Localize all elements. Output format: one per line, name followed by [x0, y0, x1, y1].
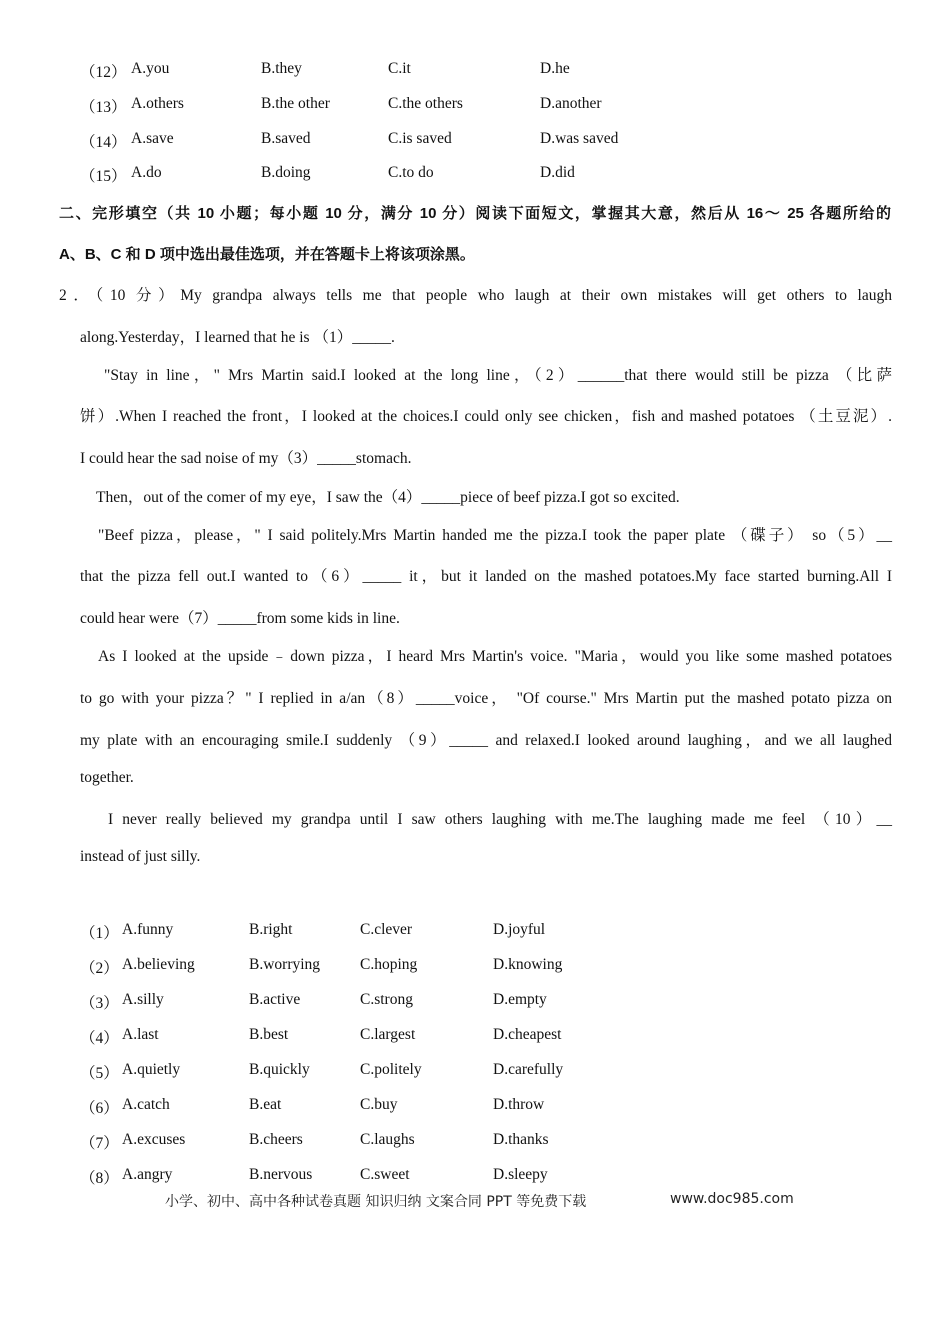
passage-line: I never really believed my grandpa until I saw others laughing with me.The laughing made me feel （10）__ — [108, 811, 892, 828]
option-a: A.angry — [122, 1166, 173, 1183]
option-d: D.another — [540, 95, 602, 112]
option-row — [0, 1026, 950, 1050]
option-c: C.buy — [360, 1096, 398, 1113]
option-number: （4） — [80, 1030, 119, 1047]
option-d: D.throw — [493, 1096, 545, 1113]
section-heading-line-2: A、B、C 和 D 项中选出最佳选项，并在答题卡上将该项涂黑。 — [59, 246, 475, 263]
option-c: C.it — [388, 60, 411, 77]
option-a: A.excuses — [122, 1131, 186, 1148]
option-d: D.did — [540, 164, 575, 181]
option-row — [0, 60, 950, 84]
option-row — [0, 991, 950, 1015]
option-number: （7） — [80, 1135, 119, 1152]
option-d: D.carefully — [493, 1061, 564, 1078]
option-c: C.hoping — [360, 956, 418, 973]
option-a: A.quietly — [122, 1061, 181, 1078]
option-b: B.best — [249, 1026, 289, 1043]
option-number: （2） — [80, 960, 119, 977]
section-heading-line-1: 二、完形填空（共 10 小题；每小题 10 分，满分 10 分）阅读下面短文，掌握其大意，然后从 16～ 25 各题所给的 — [59, 205, 891, 222]
option-b: B.they — [261, 60, 302, 77]
option-row — [0, 921, 950, 945]
option-c: C.clever — [360, 921, 413, 938]
option-d: D.sleepy — [493, 1166, 548, 1183]
option-row — [0, 1131, 950, 1155]
option-b: B.quickly — [249, 1061, 310, 1078]
passage-line: Then，out of the comer of my eye，I saw the（4）_____piece of beef pizza.I got so excited. — [96, 489, 680, 506]
option-b: B.eat — [249, 1096, 282, 1113]
passage-line: that the pizza fell out.I wanted to（6）_____ it，but it landed on the mashed potatoes.My face started burning.All I — [80, 568, 892, 585]
option-c: C.the others — [388, 95, 463, 112]
passage-line: As I looked at the upside﹣down pizza，I heard Mrs Martin's voice. "Maria，would you like some mashed potatoes — [98, 648, 892, 665]
passage-line: together. — [80, 769, 134, 786]
option-c: C.to do — [388, 164, 434, 181]
option-row — [0, 1166, 950, 1190]
option-row — [0, 130, 950, 154]
option-c: C.strong — [360, 991, 413, 1008]
option-b: B.saved — [261, 130, 311, 147]
passage-line: could hear were（7）_____from some kids in line. — [80, 610, 400, 627]
option-a: A.you — [131, 60, 170, 77]
option-row — [0, 1061, 950, 1085]
option-c: C.laughs — [360, 1131, 415, 1148]
passage-line: to go with your pizza？" I replied in a/an（8）_____voice， "Of course." Mrs Martin put the mashed potato pizza on — [80, 690, 892, 707]
option-b: B.worrying — [249, 956, 321, 973]
option-number: （6） — [80, 1100, 119, 1117]
passage-line: I could hear the sad noise of my（3）_____stomach. — [80, 450, 412, 467]
option-d: D.knowing — [493, 956, 563, 973]
footer-text: 小学、初中、高中各种试卷真题 知识归纳 文案合同 PPT 等免费下载 — [165, 1194, 587, 1210]
option-c: C.politely — [360, 1061, 422, 1078]
option-b: B.the other — [261, 95, 330, 112]
option-c: C.is saved — [388, 130, 452, 147]
option-b: B.active — [249, 991, 301, 1008]
option-d: D.empty — [493, 991, 547, 1008]
option-b: B.doing — [261, 164, 311, 181]
option-a: A.others — [131, 95, 184, 112]
option-number: （8） — [80, 1170, 119, 1187]
passage-line: instead of just silly. — [80, 848, 201, 865]
passage-line: my plate with an encouraging smile.I suddenly （9）_____ and relaxed.I looked around laughing，and we all laughed — [80, 732, 892, 749]
option-c: C.largest — [360, 1026, 416, 1043]
passage-line: 2．（10 分）My grandpa always tells me that people who laugh at their own mistakes will get others to laugh — [59, 287, 892, 304]
passage-line: "Beef pizza，please，" I said politely.Mrs Martin handed me the pizza.I took the paper plate （碟子） so（5）__ — [98, 527, 892, 544]
option-a: A.catch — [122, 1096, 170, 1113]
option-a: A.save — [131, 130, 174, 147]
option-row — [0, 1096, 950, 1120]
option-number: （15） — [80, 168, 127, 185]
option-a: A.last — [122, 1026, 159, 1043]
option-a: A.silly — [122, 991, 164, 1008]
option-c: C.sweet — [360, 1166, 410, 1183]
option-a: A.do — [131, 164, 162, 181]
option-row — [0, 956, 950, 980]
passage-line: 饼）.When I reached the front，I looked at the choices.I could only see chicken，fish and mashed potatoes （土豆泥）. — [80, 408, 892, 425]
option-number: （13） — [80, 99, 127, 116]
option-d: D.joyful — [493, 921, 546, 938]
option-a: A.believing — [122, 956, 195, 973]
option-d: D.was saved — [540, 130, 619, 147]
footer-url[interactable]: www.doc985.com — [670, 1191, 794, 1207]
option-number: （5） — [80, 1065, 119, 1082]
option-b: B.right — [249, 921, 293, 938]
passage-line: "Stay in line，" Mrs Martin said.I looked at the long line，（2）______that there would still be pizza （比萨 — [104, 367, 892, 384]
option-number: （3） — [80, 995, 119, 1012]
option-number: （1） — [80, 925, 119, 942]
option-row — [0, 95, 950, 119]
passage-line: along.Yesterday，I learned that he is （1）_____. — [80, 329, 395, 346]
option-b: B.cheers — [249, 1131, 303, 1148]
option-d: D.thanks — [493, 1131, 549, 1148]
option-number: （12） — [80, 64, 127, 81]
option-a: A.funny — [122, 921, 174, 938]
option-number: （14） — [80, 134, 127, 151]
option-d: D.he — [540, 60, 570, 77]
option-b: B.nervous — [249, 1166, 313, 1183]
option-d: D.cheapest — [493, 1026, 562, 1043]
option-row — [0, 164, 950, 188]
